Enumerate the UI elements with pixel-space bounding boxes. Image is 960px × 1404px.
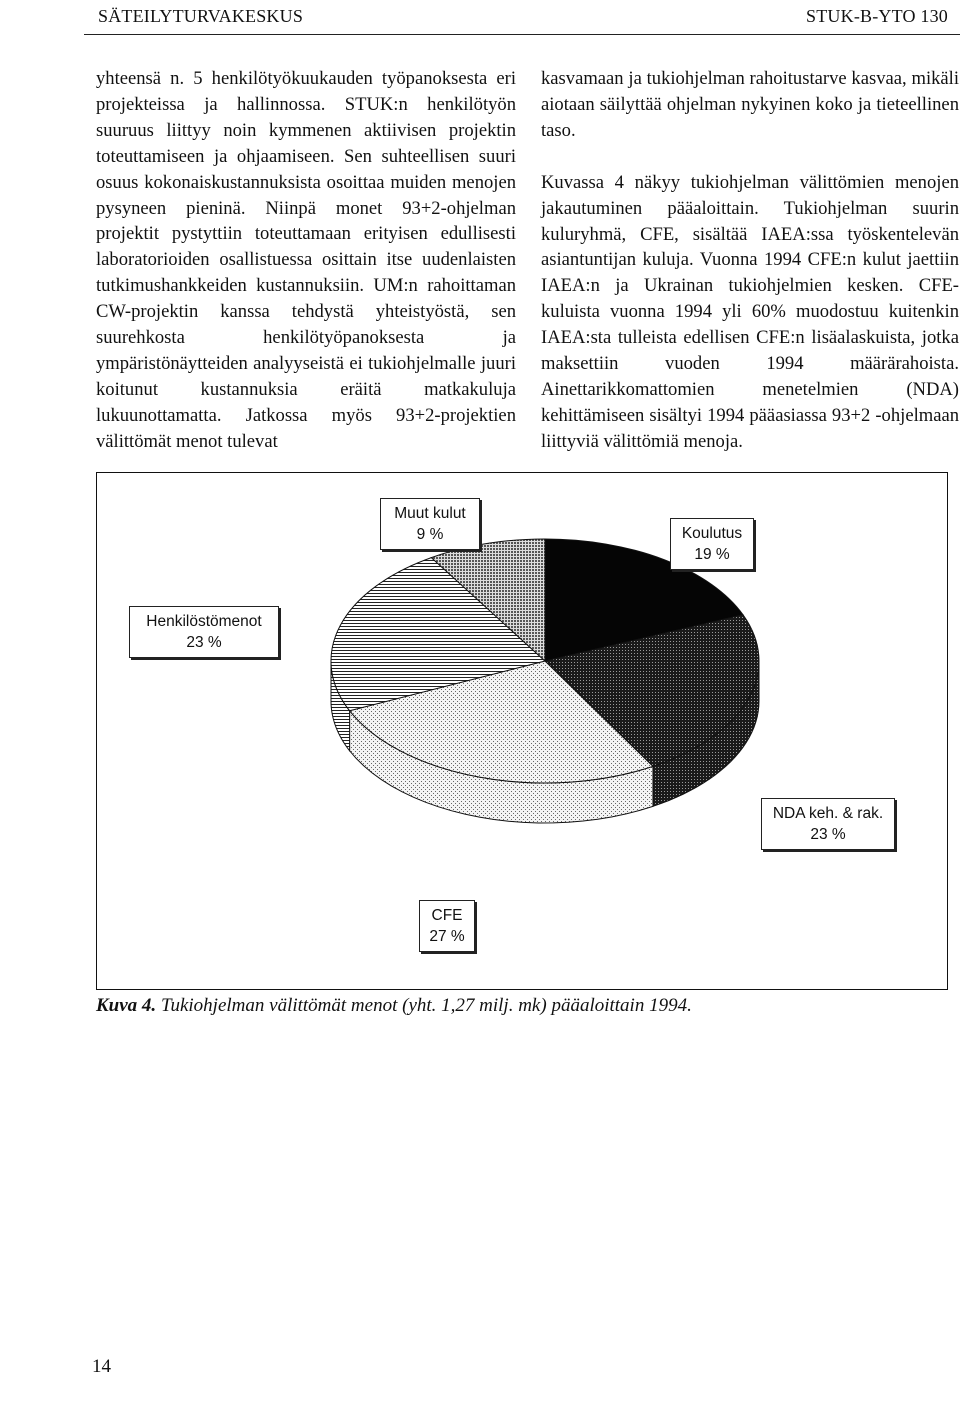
caption-text: Tukiohjelman välittömät menot (yht. 1,27 milj. mk) pääaloittain 1994. [160,995,692,1016]
pie-chart [97,473,949,991]
label-nda [761,798,895,850]
paragraph: kasvamaan ja tukiohjelman rahoitustarve kasvaa, mikäli aiotaan säilyttää ohjelman nykyinen koko ja tieteellinen taso. [541,68,959,141]
running-header-left: SÄTEILYTURVAKESKUS [98,6,304,26]
figure-caption [96,995,692,1017]
label-koulutus [670,518,754,570]
caption-label: Kuva 4. [96,995,157,1016]
label-muut-kulut [380,498,480,550]
label-henkilostomenot [129,606,279,658]
label-cfe [419,900,475,952]
paragraph: Kuvassa 4 näkyy tukiohjelman välittömien menojen jakautuminen pääaloittain. Tukiohjelman suurin kuluryhmä, CFE, sisältää IAEA:ssa työskentelevän asiantuntijan kuluja. Vuonna 1994 CFE:n kulut jaettiin IAEA:n ja Ukrainan tukiohjelmien kesken. CFE-kuluista vuonna 1994 yli 60% muodostuu kuitenkin IAEA:sta tulleista edellisen CFE:n lisäalaskuista, jotka maksettiin vuoden 1994 määrärahoista. Ainettarikkomattomien menetelmien (NDA) kehittämiseen sisältyi 1994 pääasiassa 93+2 -ohjelmaan liittyviä välittömiä menoja. [541,171,959,452]
paragraph: yhteensä n. 5 henkilötyökuukauden työpanoksesta eri projekteissa ja hallinnossa. STUK:n henkilötyön suuruus liittyy noin kymmenen aktiivisen projektin toteuttamiseen ja ohjaamiseen. Sen suhteellisen suuri osuus kokonaiskustannuksista osoittaa muiden menojen pysyneen pieninä. Niinpä monet 93+2-ohjelman projektit pystyttiin toteuttamaan erityisen edullisesti laboratorioiden osallistuessa osittain itse uudenlaisten tutkimushankkeiden kustannuksiin. UM:n rahoittaman CW-projektin kanssa tehdystä yhteistyöstä, sen suurehkosta henkilötyöpanoksesta ja ympäristönäytteiden analyyseistä ei tukiohjelmalle juuri koitunut kustannuksia eräitä matkakuluja lukuunottamatta. Jatkossa myös 93+2-projektien välittömät menot tulevat [96,68,516,452]
slice-value: 9 % [416,526,444,543]
slice-value: 19 % [694,546,730,563]
body-column-right [541,66,959,455]
running-header-right: STUK-B-YTO 130 [806,6,948,26]
page-number: 14 [92,1356,111,1377]
pie-chart-figure [96,472,948,990]
header-rule [84,34,960,35]
slice-name: Muut kulut [394,505,466,522]
slice-value: 23 % [810,826,846,843]
body-column-left [96,66,516,455]
slice-value: 23 % [186,634,222,651]
slice-name: NDA keh. & rak. [772,805,884,822]
slice-value: 27 % [429,928,465,945]
slice-name: CFE [431,907,463,924]
slice-name: Henkilöstömenot [146,613,262,630]
slice-name: Koulutus [681,525,743,542]
